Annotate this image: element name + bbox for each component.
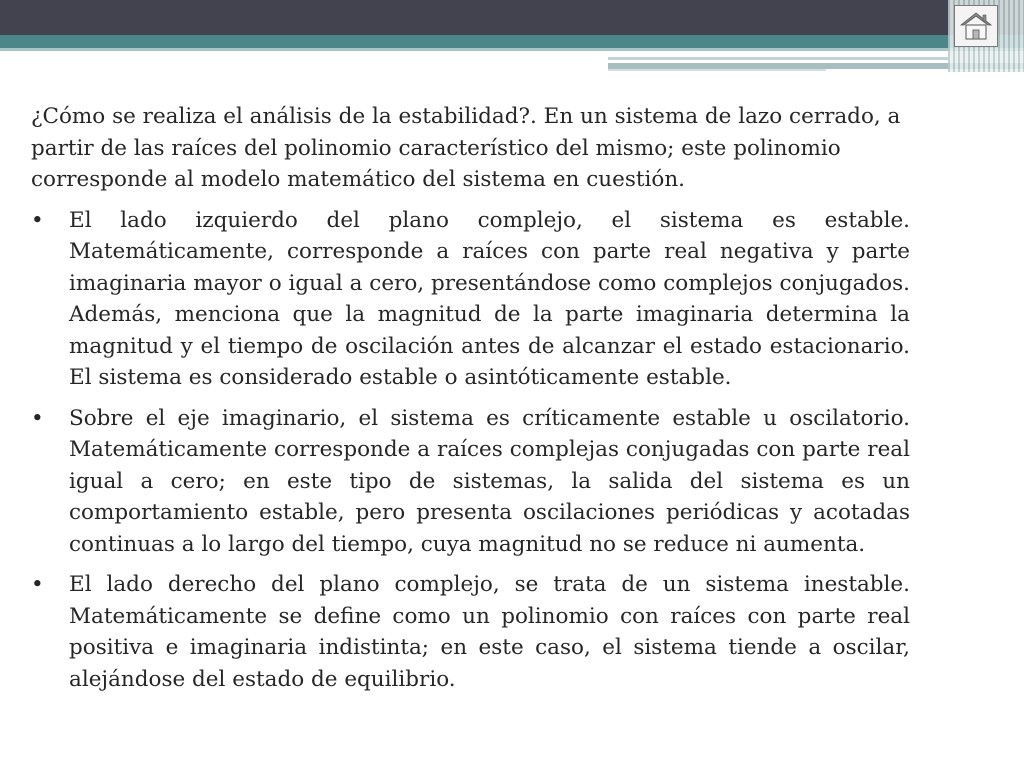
bullet-marker: • <box>31 405 44 431</box>
bullet-marker: • <box>31 207 44 233</box>
home-button[interactable] <box>954 5 998 47</box>
intro-paragraph: ¿Cómo se realiza el análisis de la estabilidad?. En un sistema de lazo cerrado, a partir de las raíces del polinomio característico del mismo; este polinomio corresponde al modelo matemático del sistema en cuestión. <box>31 104 901 192</box>
bullet-text: Sobre el eje imaginario, el sistema es críticamente estable u oscilatorio. Matemáticamente corresponde a raíces complejas conjugadas con parte real igual a cero; en este tipo de sistemas, la salida del sistema es un comportamiento estable, pero presenta oscilaciones periódicas y acotadas continuas a lo largo del tiempo, cuya magnitud no se reduce ni aumenta. <box>69 405 910 557</box>
bullet-text: El lado izquierdo del plano complejo, el sistema es estable. Matemáticamente, corresponde a raíces con parte real negativa y parte imaginaria mayor o igual a cero, presentándose como complejos conjugados. Además, menciona que la magnitud de la parte imaginaria determina la magnitud y el tiempo de oscilación antes de alcanzar el estado estacionario. El sistema es considerado estable o asintóticamente estable. <box>69 207 910 390</box>
header-teal-band <box>0 35 1024 48</box>
header-light-band <box>0 48 1024 51</box>
bullet-marker: • <box>31 572 44 597</box>
list-item <box>31 403 910 561</box>
header-accent-line <box>608 57 948 60</box>
list-item <box>31 205 910 394</box>
bullet-list <box>31 205 910 696</box>
bullet-text: El lado derecho del plano complejo, se trata de un sistema inestable. Matemáticamente se define como un polinomio con raíces con parte real positiva e imaginaria indistinta; en este caso, el sistema tiende a oscilar, alejándose del estado de equilibrio. <box>69 572 910 692</box>
home-icon <box>959 10 993 42</box>
header-accent-line <box>608 69 826 71</box>
slide-body <box>31 101 910 704</box>
list-item <box>31 569 910 695</box>
header-dark-band <box>0 0 1024 35</box>
